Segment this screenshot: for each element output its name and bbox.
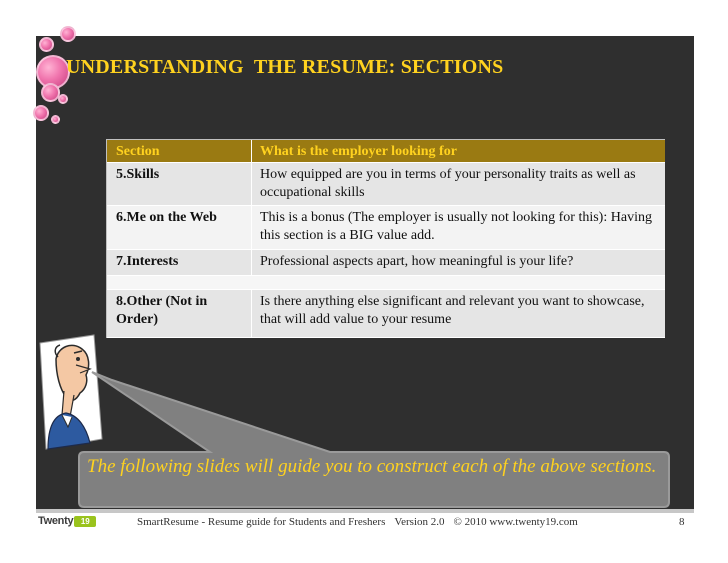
section-cell: 7.Interests xyxy=(107,250,252,275)
page-number: 8 xyxy=(679,516,685,528)
logo-badge: 19 xyxy=(74,516,96,527)
logo-text: Twenty xyxy=(38,515,74,527)
header-section: Section xyxy=(107,140,252,162)
section-cell: 8.Other (Not in Order) xyxy=(107,290,252,337)
footer-copyright: © 2010 www.twenty19.com xyxy=(453,516,578,528)
footer-version: Version 2.0 xyxy=(394,516,445,528)
section-cell: 5.Skills xyxy=(107,163,252,205)
looking-for-cell: This is a bonus (The employer is usually not looking for this): Having this section is a BIG value add. xyxy=(260,210,652,243)
footer-description: SmartResume - Resume guide for Students and Freshers xyxy=(137,516,386,528)
looking-for-cell: Is there anything else significant and relevant you want to showcase, that will add value to your resume xyxy=(260,294,645,327)
section-cell: 6.Me on the Web xyxy=(107,206,252,249)
header-looking-for: What is the employer looking for xyxy=(260,144,457,159)
callout-text: The following slides will guide you to construct each of the above sections. xyxy=(87,456,657,477)
slide-title: UNDERSTANDING THE RESUME: SECTIONS xyxy=(66,56,504,78)
looking-for-cell: Professional aspects apart, how meaningful is your life? xyxy=(260,254,574,269)
footer-text xyxy=(137,516,587,528)
looking-for-cell: How equipped are you in terms of your personality traits as well as occupational skills xyxy=(260,167,636,200)
footer-divider xyxy=(36,509,694,513)
twenty19-logo xyxy=(38,514,96,528)
